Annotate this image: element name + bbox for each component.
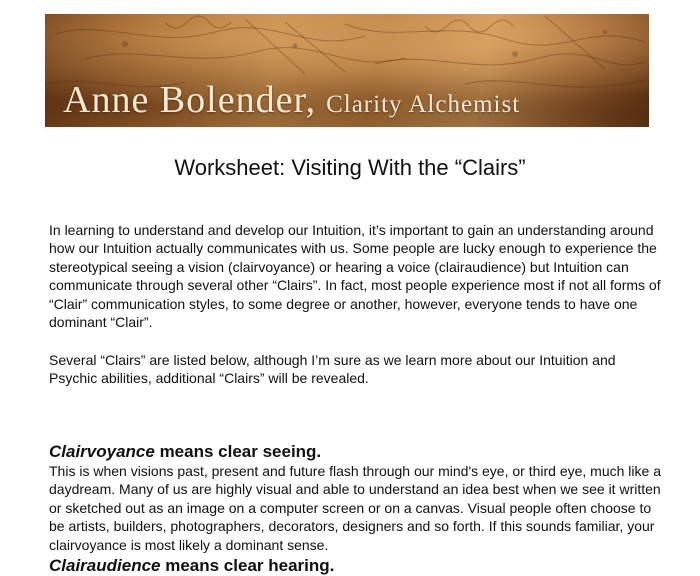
section-definition: means clear hearing.	[160, 556, 335, 575]
intro-paragraph: In learning to understand and develop our Intuition, it’s important to gain an understanding around how our Intuition actually communicates with us. Some people are lucky enough to experience the stereotypical seeing a vision (clairvoyance) or hearing a voice (clairaudience) but Intuition can communicate through several other “Clairs”. In fact, most people experience most if not all forms of “Clair” communication styles, to some degree or another, however, everyone tends to have one dominant “Clair”.	[49, 222, 661, 331]
section-term: Clairaudience	[49, 556, 161, 575]
clairvoyance-paragraph: This is when visions past, present and future flash through our mind's eye, or third eye, much like a daydream. Many of us are highly visual and able to understand an idea best when we see it written or sketched out as an image on a computer screen or on a canvas. Visual people often choose to be artists, builders, photographers, decorators, designers and so forth. If this sounds familiar, your clairvoyance is most likely a dominant sense.	[49, 463, 661, 553]
section-term: Clairvoyance	[49, 442, 155, 461]
section-heading-clairaudience	[49, 556, 334, 576]
page-title: Worksheet: Visiting With the “Clairs”	[174, 155, 526, 180]
author-role: Clarity Alchemist	[326, 91, 521, 118]
section-definition: means clear seeing.	[154, 442, 322, 461]
list-intro-paragraph: Several “Clairs” are listed below, although I’m sure as we learn more about our Intuition and Psychic abilities, additional “Clairs” will be revealed.	[49, 352, 616, 387]
author-name: Anne Bolender,	[63, 79, 317, 121]
section-heading-clairvoyance	[49, 442, 321, 462]
header-banner	[45, 14, 649, 127]
banner-title	[63, 78, 520, 122]
